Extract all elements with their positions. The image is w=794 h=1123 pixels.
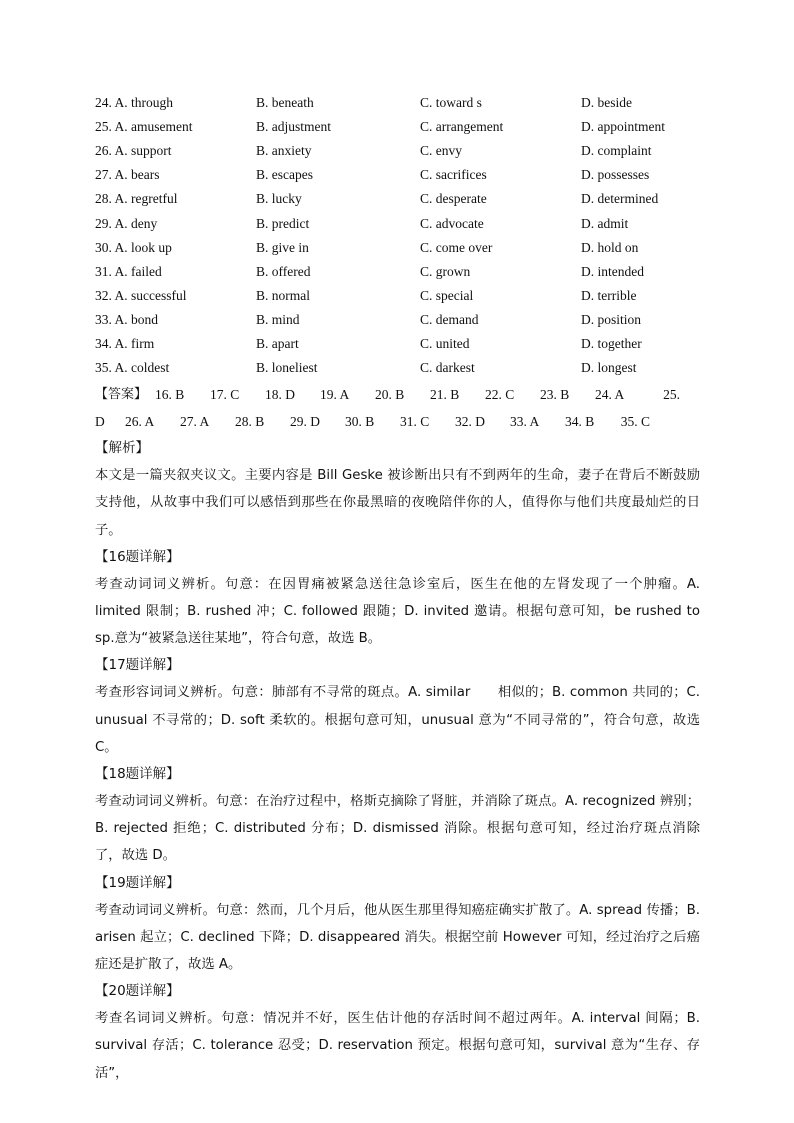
option-a bbox=[95, 288, 256, 304]
option-row bbox=[95, 187, 700, 211]
option-a bbox=[95, 240, 256, 256]
option-row bbox=[95, 236, 700, 260]
option-a bbox=[95, 191, 256, 207]
option-d: D. appointment bbox=[581, 119, 665, 135]
question-number: 26. bbox=[95, 143, 112, 159]
answer-item: 17. C bbox=[210, 387, 240, 403]
analysis-title: 【解析】 bbox=[95, 440, 149, 457]
option-b: B. mind bbox=[256, 311, 300, 327]
option-a-text: A. failed bbox=[114, 263, 162, 279]
option-row bbox=[95, 260, 700, 284]
answer-item: 19. A bbox=[320, 387, 350, 403]
detail-title: 【16题详解】 bbox=[95, 548, 180, 565]
question-number: 35. bbox=[95, 360, 112, 376]
answer-item: 31. C bbox=[400, 414, 430, 430]
option-a-text: A. coldest bbox=[114, 360, 170, 376]
option-c: C. advocate bbox=[420, 215, 484, 231]
option-c: C. demand bbox=[420, 311, 479, 327]
option-c: C. sacrifices bbox=[420, 167, 487, 183]
option-b: B. predict bbox=[256, 215, 310, 231]
option-b: B. loneliest bbox=[256, 360, 318, 376]
option-a bbox=[95, 95, 256, 111]
detail-title: 【17题详解】 bbox=[95, 657, 180, 674]
option-a-text: A. through bbox=[114, 95, 174, 111]
option-a-text: A. successful bbox=[114, 287, 187, 303]
detail-title: 【20题详解】 bbox=[95, 983, 180, 1000]
option-c: C. grown bbox=[420, 263, 471, 279]
option-c: C. arrangement bbox=[420, 119, 504, 135]
answer-item: 32. D bbox=[455, 414, 485, 430]
option-c: C. envy bbox=[420, 143, 462, 159]
question-number: 30. bbox=[95, 239, 112, 255]
answer-item: 21. B bbox=[430, 387, 460, 403]
detail-text: 考查名词词义辨析。句意：情况并不好，医生估计他的存活时间不超过两年。A. interval 间隔；B. survival 存活；C. tolerance 忍受；D. reservation 预定。根据句意可知，survival 意为“生存、存活”， bbox=[95, 1011, 700, 1081]
option-row bbox=[95, 139, 700, 163]
option-row bbox=[95, 115, 700, 139]
page-content bbox=[95, 91, 700, 1087]
option-b: B. offered bbox=[256, 263, 311, 279]
option-row bbox=[95, 332, 700, 356]
question-number: 34. bbox=[95, 335, 112, 351]
question-number: 28. bbox=[95, 191, 112, 207]
detail-text: 考查动词词义辨析。句意：在治疗过程中，格斯克摘除了肾脏，并消除了斑点。A. recognized 辨别；B. rejected 拒绝；C. distributed 分布；D. dismissed 消除。根据句意可知，经过治疗斑点消除了，故选 D。 bbox=[95, 793, 700, 864]
option-a bbox=[95, 360, 256, 376]
option-a bbox=[95, 119, 256, 135]
answer-item: 25. bbox=[663, 387, 680, 403]
option-d: D. complaint bbox=[581, 143, 652, 159]
question-number: 33. bbox=[95, 311, 112, 327]
detail-text: 考查形容词词义辨析。句意：肺部有不寻常的斑点。A. similar 相似的；B. common 共同的；C. unusual 不寻常的；D. soft 柔软的。根据句意可知，unusual 意为“不同寻常的”，符合句意，故选 C。 bbox=[95, 685, 700, 755]
option-b: B. lucky bbox=[256, 191, 302, 207]
option-d: D. possesses bbox=[581, 167, 650, 183]
answer-item: 26. A bbox=[125, 414, 155, 430]
option-a bbox=[95, 216, 256, 232]
option-d: D. intended bbox=[581, 263, 644, 279]
answer-item: 34. B bbox=[565, 414, 595, 430]
option-a-text: A. support bbox=[114, 143, 172, 159]
detail-title: 【18题详解】 bbox=[95, 765, 180, 782]
option-row bbox=[95, 308, 700, 332]
option-b: B. beneath bbox=[256, 95, 314, 111]
answer-item: 22. C bbox=[485, 387, 515, 403]
question-number: 31. bbox=[95, 263, 112, 279]
option-b: B. normal bbox=[256, 287, 310, 303]
option-a-text: A. bears bbox=[114, 167, 160, 183]
option-d: D. admit bbox=[581, 215, 629, 231]
detail-title: 【19题详解】 bbox=[95, 874, 180, 891]
option-a bbox=[95, 143, 256, 159]
option-d: D. together bbox=[581, 335, 642, 351]
answer-item: 30. B bbox=[345, 414, 375, 430]
option-c: C. united bbox=[420, 335, 470, 351]
option-b: B. adjustment bbox=[256, 119, 331, 135]
option-row bbox=[95, 91, 700, 115]
answer-line-2 bbox=[95, 408, 700, 435]
question-number: 27. bbox=[95, 167, 112, 183]
option-a bbox=[95, 312, 256, 328]
question-number: 25. bbox=[95, 119, 112, 135]
option-b: B. give in bbox=[256, 239, 309, 255]
answer-item: 27. A bbox=[180, 414, 210, 430]
option-a bbox=[95, 167, 256, 183]
option-b: B. anxiety bbox=[256, 143, 312, 159]
answer-item: 20. B bbox=[375, 387, 405, 403]
option-c: C. darkest bbox=[420, 360, 475, 376]
option-c: C. special bbox=[420, 287, 474, 303]
answer-item: 35. C bbox=[620, 414, 650, 430]
question-number: 29. bbox=[95, 215, 112, 231]
details-section bbox=[95, 544, 700, 1087]
answer-label: 【答案】 bbox=[95, 387, 148, 403]
answer-item: 28. B bbox=[235, 414, 265, 430]
option-d: D. position bbox=[581, 311, 642, 327]
option-a-text: A. bond bbox=[114, 311, 159, 327]
answer-line-1 bbox=[95, 381, 700, 408]
option-a-text: A. amusement bbox=[114, 119, 193, 135]
answer-item: 23. B bbox=[540, 387, 570, 403]
answer-item: 33. A bbox=[510, 414, 540, 430]
options-table bbox=[95, 91, 700, 380]
option-d: D. hold on bbox=[581, 239, 639, 255]
option-b: B. escapes bbox=[256, 167, 313, 183]
option-row bbox=[95, 356, 700, 380]
detail-text: 考查动词词义辨析。句意：然而，几个月后，他从医生那里得知癌症确实扩散了。A. spread 传播；B. arisen 起立；C. declined 下降；D. disappeared 消失。根据空前 However 可知，经过治疗之后癌症还是扩散了，故选 A。 bbox=[95, 902, 700, 972]
option-a-text: A. firm bbox=[114, 335, 155, 351]
option-a-text: A. look up bbox=[114, 239, 172, 255]
option-d: D. terrible bbox=[581, 287, 637, 303]
option-d: D. determined bbox=[581, 191, 659, 207]
option-a-text: A. regretful bbox=[114, 191, 178, 207]
option-d: D. beside bbox=[581, 95, 632, 111]
answer-item: 24. A bbox=[595, 387, 625, 403]
option-row bbox=[95, 284, 700, 308]
question-number: 24. bbox=[95, 95, 112, 111]
analysis-text: 本文是一篇夹叙夹议文。主要内容是 Bill Geske 被诊断出只有不到两年的生命，妻子在背后不断鼓励支持他，从故事中我们可以感悟到那些在你最黑暗的夜晚陪伴你的人，值得你与他们共度最灿烂的日子。 bbox=[95, 468, 700, 538]
answer-key bbox=[95, 381, 700, 435]
option-b: B. apart bbox=[256, 335, 299, 351]
question-number: 32. bbox=[95, 287, 112, 303]
option-row bbox=[95, 163, 700, 187]
option-a bbox=[95, 264, 256, 280]
detail-text: 考查动词词义辨析。句意：在因胃痛被紧急送往急诊室后，医生在他的左肾发现了一个肿瘤。A. limited 限制；B. rushed 冲；C. followed 跟随；D. invited 邀请。根据句意可知，be rushed to sp.意为“被紧急送往某地”，符合句意，故选 B。 bbox=[95, 576, 700, 647]
option-c: C. come over bbox=[420, 239, 493, 255]
option-c: C. toward s bbox=[420, 95, 482, 111]
answer-item: 16. B bbox=[155, 387, 185, 403]
option-row bbox=[95, 211, 700, 235]
answer-item: 29. D bbox=[290, 414, 320, 430]
option-d: D. longest bbox=[581, 360, 637, 376]
option-c: C. desperate bbox=[420, 191, 487, 207]
answer-item: 18. D bbox=[265, 387, 295, 403]
option-a-text: A. deny bbox=[114, 215, 158, 231]
answer-item: D bbox=[95, 414, 105, 430]
option-a bbox=[95, 336, 256, 352]
